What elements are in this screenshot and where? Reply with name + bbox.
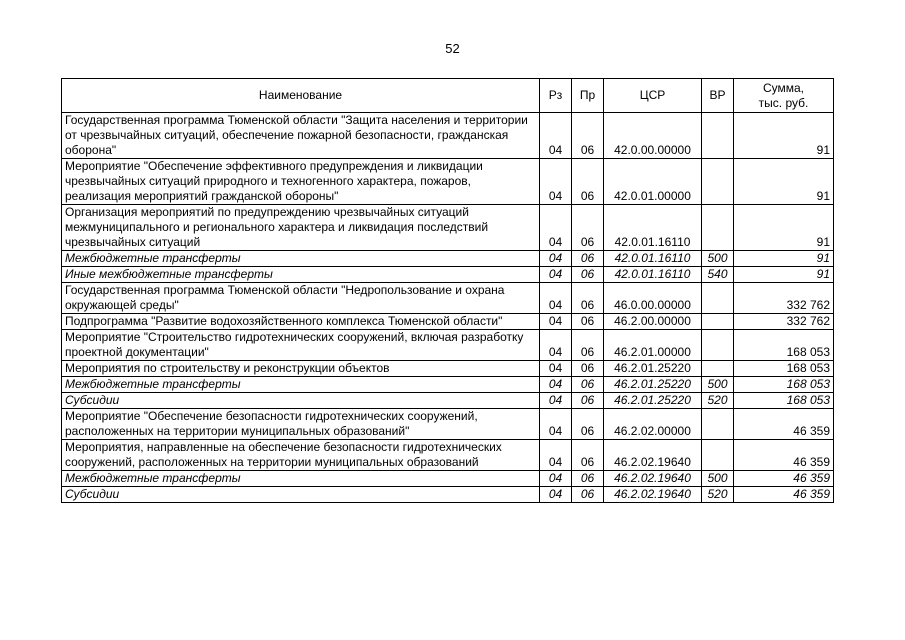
cell-sum: 91 xyxy=(734,159,834,205)
table-row xyxy=(62,251,834,267)
cell-sum: 91 xyxy=(734,267,834,283)
cell-vr xyxy=(702,330,734,361)
table-row xyxy=(62,393,834,409)
cell-rz: 04 xyxy=(540,251,572,267)
column-header-rz: Рз xyxy=(540,79,572,113)
column-header-sum-line2: тыс. руб. xyxy=(758,95,809,110)
cell-name: Мероприятия, направленные на обеспечение безопасности гидротехнических сооружений, расположенных на территории муниципальных образований xyxy=(62,440,540,471)
cell-csr: 46.2.01.25220 xyxy=(604,361,702,377)
cell-csr: 42.0.01.16110 xyxy=(604,205,702,251)
cell-vr xyxy=(702,159,734,205)
cell-rz: 04 xyxy=(540,113,572,159)
cell-name: Мероприятие "Строительство гидротехнических сооружений, включая разработку проектной документации" xyxy=(62,330,540,361)
cell-vr xyxy=(702,205,734,251)
cell-csr: 46.0.00.00000 xyxy=(604,283,702,314)
cell-vr xyxy=(702,361,734,377)
cell-sum: 332 762 xyxy=(734,283,834,314)
cell-pr: 06 xyxy=(572,377,604,393)
cell-rz: 04 xyxy=(540,330,572,361)
cell-pr: 06 xyxy=(572,487,604,503)
cell-sum: 46 359 xyxy=(734,409,834,440)
cell-rz: 04 xyxy=(540,377,572,393)
cell-vr: 500 xyxy=(702,377,734,393)
cell-pr: 06 xyxy=(572,471,604,487)
cell-csr: 42.0.01.00000 xyxy=(604,159,702,205)
cell-pr: 06 xyxy=(572,205,604,251)
table-row xyxy=(62,440,834,471)
cell-name: Организация мероприятий по предупреждению чрезвычайных ситуаций межмуниципального и регионального характера и ликвидация последствий чрезвычайных ситуаций xyxy=(62,205,540,251)
cell-name: Государственная программа Тюменской области "Защита населения и территории от чрезвычайных ситуаций, обеспечение пожарной безопасности, гражданская оборона" xyxy=(62,113,540,159)
table-row xyxy=(62,314,834,330)
cell-csr: 46.2.01.25220 xyxy=(604,393,702,409)
cell-name: Межбюджетные трансферты xyxy=(62,471,540,487)
cell-vr: 500 xyxy=(702,251,734,267)
cell-sum: 168 053 xyxy=(734,377,834,393)
cell-name: Межбюджетные трансферты xyxy=(62,251,540,267)
cell-rz: 04 xyxy=(540,393,572,409)
cell-name: Субсидии xyxy=(62,487,540,503)
cell-sum: 46 359 xyxy=(734,471,834,487)
table-row xyxy=(62,361,834,377)
table-row xyxy=(62,283,834,314)
cell-sum: 46 359 xyxy=(734,487,834,503)
cell-pr: 06 xyxy=(572,440,604,471)
cell-sum: 91 xyxy=(734,251,834,267)
page-number: 52 xyxy=(445,41,460,56)
cell-sum: 46 359 xyxy=(734,440,834,471)
table-row xyxy=(62,267,834,283)
table-row xyxy=(62,377,834,393)
cell-name: Мероприятие "Обеспечение эффективного предупреждения и ликвидации чрезвычайных ситуаций природного и техногенного характера, пожаров, реализация мероприятий гражданской обороны" xyxy=(62,159,540,205)
table-row xyxy=(62,487,834,503)
cell-rz: 04 xyxy=(540,283,572,314)
table-body xyxy=(62,113,834,503)
cell-vr xyxy=(702,314,734,330)
cell-csr: 46.2.02.00000 xyxy=(604,409,702,440)
table-row xyxy=(62,409,834,440)
cell-rz: 04 xyxy=(540,471,572,487)
column-header-sum-line1: Сумма, xyxy=(762,80,805,95)
table-row xyxy=(62,471,834,487)
cell-sum: 168 053 xyxy=(734,330,834,361)
column-header-sum xyxy=(734,79,834,113)
cell-vr: 520 xyxy=(702,393,734,409)
cell-name: Подпрограмма "Развитие водохозяйственного комплекса Тюменской области" xyxy=(62,314,540,330)
table-row xyxy=(62,113,834,159)
cell-sum: 91 xyxy=(734,113,834,159)
cell-csr: 46.2.02.19640 xyxy=(604,487,702,503)
cell-csr: 42.0.00.00000 xyxy=(604,113,702,159)
cell-sum: 332 762 xyxy=(734,314,834,330)
cell-pr: 06 xyxy=(572,314,604,330)
cell-vr xyxy=(702,113,734,159)
cell-csr: 46.2.01.00000 xyxy=(604,330,702,361)
cell-name: Иные межбюджетные трансферты xyxy=(62,267,540,283)
cell-pr: 06 xyxy=(572,361,604,377)
column-header-name: Наименование xyxy=(62,79,540,113)
cell-name: Субсидии xyxy=(62,393,540,409)
cell-vr: 520 xyxy=(702,487,734,503)
cell-pr: 06 xyxy=(572,159,604,205)
cell-vr: 540 xyxy=(702,267,734,283)
cell-rz: 04 xyxy=(540,314,572,330)
column-header-pr: Пр xyxy=(572,79,604,113)
cell-sum: 91 xyxy=(734,205,834,251)
cell-vr xyxy=(702,440,734,471)
cell-rz: 04 xyxy=(540,159,572,205)
cell-pr: 06 xyxy=(572,113,604,159)
cell-rz: 04 xyxy=(540,440,572,471)
cell-csr: 46.2.02.19640 xyxy=(604,440,702,471)
cell-rz: 04 xyxy=(540,205,572,251)
column-header-vr: ВР xyxy=(702,79,734,113)
cell-sum: 168 053 xyxy=(734,361,834,377)
cell-pr: 06 xyxy=(572,409,604,440)
cell-csr: 46.2.01.25220 xyxy=(604,377,702,393)
cell-csr: 42.0.01.16110 xyxy=(604,267,702,283)
cell-pr: 06 xyxy=(572,267,604,283)
cell-name: Мероприятие "Обеспечение безопасности гидротехнических сооружений, расположенных на территории муниципальных образований" xyxy=(62,409,540,440)
table-row xyxy=(62,205,834,251)
cell-name: Государственная программа Тюменской области "Недропользование и охрана окружающей среды" xyxy=(62,283,540,314)
cell-rz: 04 xyxy=(540,267,572,283)
cell-rz: 04 xyxy=(540,409,572,440)
cell-vr: 500 xyxy=(702,471,734,487)
cell-csr: 42.0.01.16110 xyxy=(604,251,702,267)
cell-pr: 06 xyxy=(572,283,604,314)
cell-rz: 04 xyxy=(540,361,572,377)
cell-pr: 06 xyxy=(572,330,604,361)
cell-csr: 46.2.02.19640 xyxy=(604,471,702,487)
table-row xyxy=(62,159,834,205)
cell-name: Межбюджетные трансферты xyxy=(62,377,540,393)
cell-pr: 06 xyxy=(572,393,604,409)
cell-pr: 06 xyxy=(572,251,604,267)
table-row xyxy=(62,330,834,361)
cell-vr xyxy=(702,283,734,314)
cell-vr xyxy=(702,409,734,440)
cell-csr: 46.2.00.00000 xyxy=(604,314,702,330)
table-header-row xyxy=(62,79,834,113)
cell-name: Мероприятия по строительству и реконструкции объектов xyxy=(62,361,540,377)
cell-rz: 04 xyxy=(540,487,572,503)
cell-sum: 168 053 xyxy=(734,393,834,409)
column-header-csr: ЦСР xyxy=(604,79,702,113)
budget-table xyxy=(61,78,834,503)
